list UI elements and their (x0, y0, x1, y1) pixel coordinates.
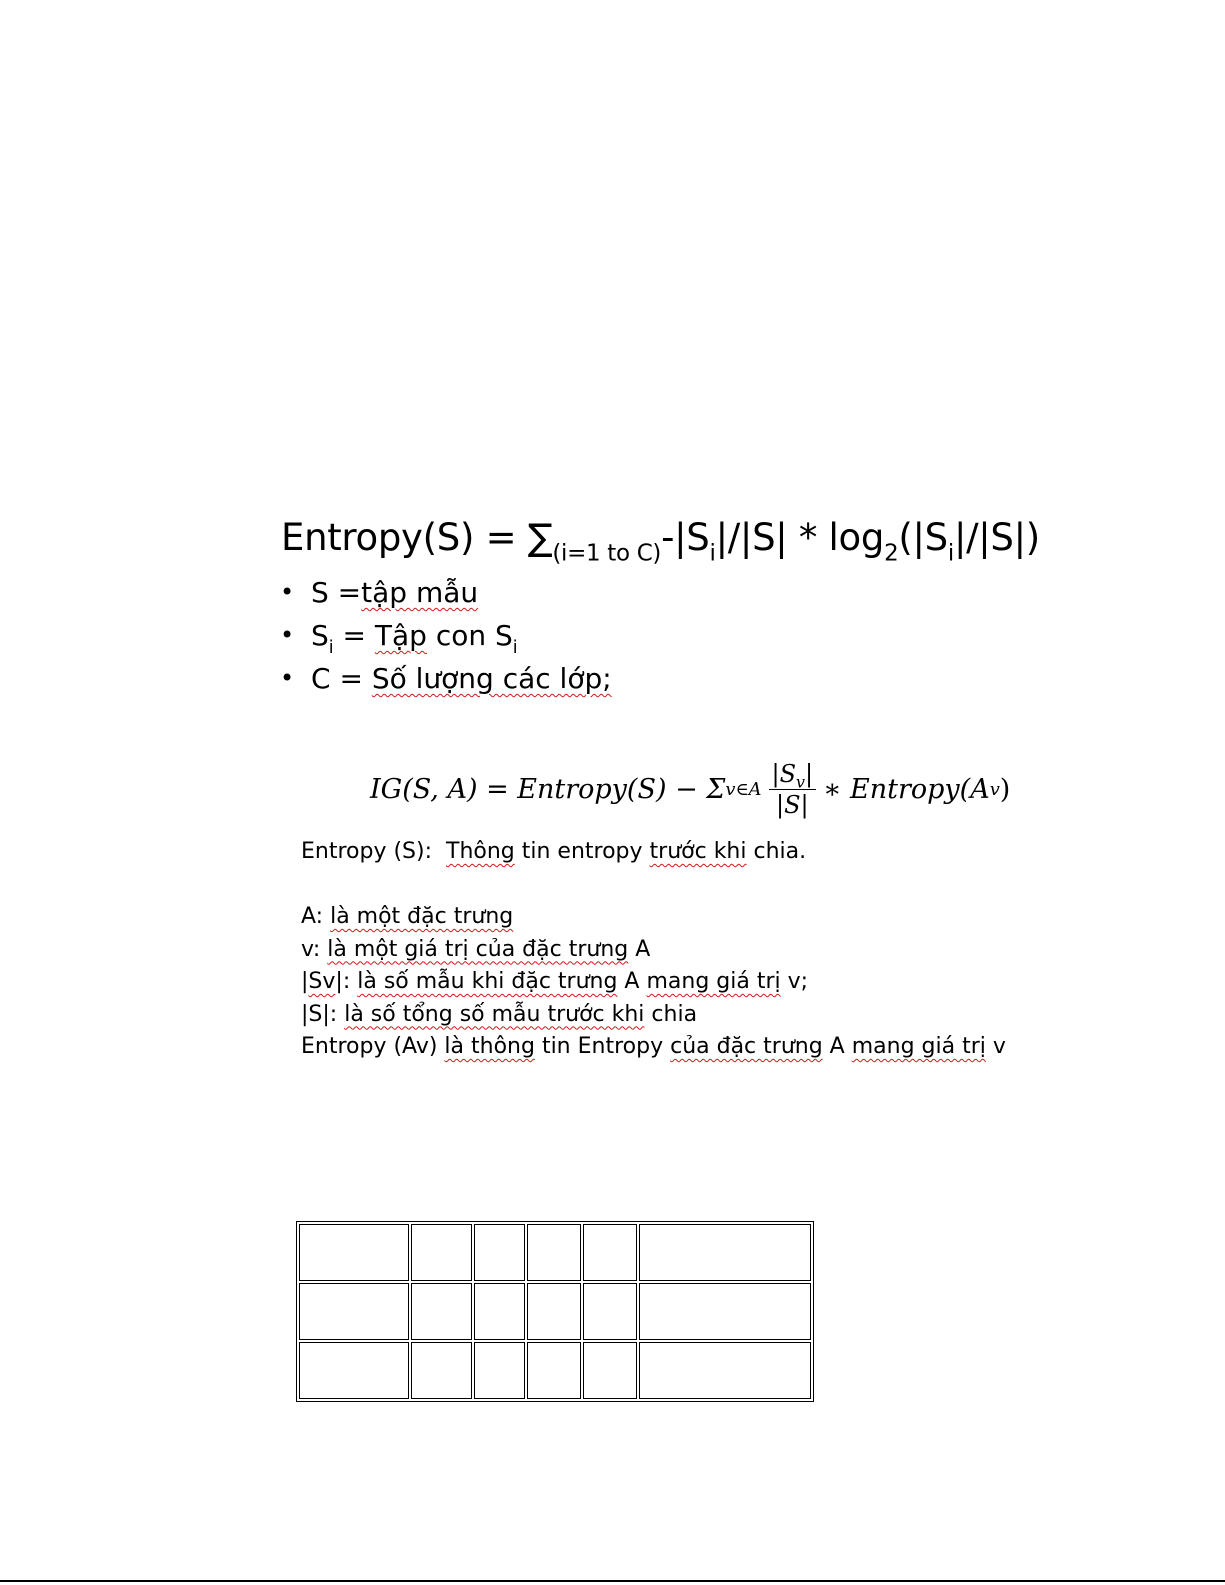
subscript-i: i (709, 540, 716, 567)
definition-text: A (822, 1034, 852, 1059)
fraction-denominator: |S| (775, 791, 809, 819)
definition-text: |: (335, 969, 358, 994)
definition-text: chia. (746, 839, 807, 864)
page-bottom-divider (0, 1580, 1225, 1582)
definition-text: là số tổng số mẫu trước khi (344, 1001, 645, 1027)
entropy-formula (281, 516, 1040, 567)
definition-text: A (617, 969, 647, 994)
table-row (299, 1224, 811, 1281)
definition-text: mang giá trị (646, 969, 781, 994)
definition-text: là một đặc trưng (330, 904, 514, 929)
empty-table (296, 1221, 814, 1402)
table-row (299, 1283, 811, 1340)
table-row (299, 1342, 811, 1399)
bullet-icon: • (280, 664, 295, 692)
definition-text: A: (301, 904, 331, 929)
bullet-equals: = (333, 619, 375, 652)
spacer (301, 869, 1006, 902)
definition-line-v (301, 934, 1006, 967)
ig-rhs: ∗ Entropy(A (823, 774, 990, 805)
table-cell[interactable] (411, 1224, 472, 1281)
table-cell[interactable] (474, 1224, 525, 1281)
definition-text: Entropy (S): (301, 839, 446, 864)
table-cell[interactable] (474, 1283, 525, 1340)
definition-text: mang giá trị (851, 1034, 986, 1059)
definition-text: tin Entropy (534, 1034, 671, 1059)
fraction-numerator (769, 760, 817, 790)
table-cell[interactable] (583, 1342, 637, 1399)
table-cell[interactable] (411, 1342, 472, 1399)
definition-text: v (985, 1034, 1006, 1059)
definition-line-sv (301, 966, 1006, 999)
ig-lhs: IG(S, A) = Entropy(S) − Σ (370, 774, 726, 805)
table-cell[interactable] (527, 1342, 581, 1399)
sum-range-subscript: (i=1 to C) (552, 540, 662, 567)
bullet-icon: • (280, 578, 295, 606)
entropy-lhs: Entropy(S) = ∑ (281, 516, 553, 559)
definition-text: A (628, 936, 651, 962)
bullet-item-sample-set (280, 571, 612, 614)
definition-text: là thông (444, 1034, 535, 1059)
table-cell[interactable] (583, 1224, 637, 1281)
entropy-part-1: -|S (661, 516, 710, 559)
table-cell[interactable] (639, 1342, 811, 1399)
information-gain-formula: IG(S, A) = Entropy(S) − Σ v∈A $\frac{|S_v|}{|S|}$ ∗ Entropy(A v ) (370, 760, 1011, 819)
definition-text: tin entropy (514, 839, 650, 864)
numerator-text: |S (771, 760, 797, 788)
definition-text: là một giá trị của đặc trưng (327, 936, 629, 962)
definition-text: |S|: (301, 1001, 345, 1027)
subscript-i: i (328, 637, 334, 658)
log-base-subscript: 2 (884, 540, 899, 567)
numerator-subscript: v (796, 772, 805, 792)
definition-text: Entropy (Av) (301, 1034, 445, 1059)
definition-line-a (301, 901, 1006, 934)
bullet-lead: C = (311, 662, 372, 695)
table-cell[interactable] (411, 1283, 472, 1340)
rhs-end: ) (999, 774, 1011, 805)
table-cell[interactable] (639, 1283, 811, 1340)
definition-bullet-list (280, 571, 612, 700)
table-cell[interactable] (299, 1283, 409, 1340)
definition-line-entropy-av (301, 1031, 1006, 1064)
table-cell[interactable] (583, 1283, 637, 1340)
definition-line-s (301, 999, 1006, 1032)
bullet-term: tập mẫu (361, 576, 479, 609)
bullet-icon: • (280, 621, 295, 649)
table-cell[interactable] (527, 1283, 581, 1340)
table-cell[interactable] (299, 1224, 409, 1281)
definition-text: của đặc trưng (670, 1034, 823, 1059)
bullet-item-class-count (280, 657, 612, 700)
definition-text: Thông (446, 839, 515, 864)
entropy-part-4: |/|S|) (953, 516, 1040, 559)
definition-text: v; (780, 969, 809, 994)
table-cell[interactable] (639, 1224, 811, 1281)
entropy-part-3: (|S (898, 516, 948, 559)
bullet-term: Số lượng các lớp; (371, 662, 612, 695)
definitions-block (301, 836, 1006, 1064)
definition-text: Sv (308, 969, 336, 994)
subscript-i: i (947, 540, 954, 567)
bullet-tail: con S (426, 619, 513, 652)
numerator-end: | (805, 760, 814, 788)
definition-text: v: (301, 936, 328, 962)
bullet-term: Tập (374, 619, 427, 652)
table-cell[interactable] (299, 1342, 409, 1399)
entropy-part-2: |/|S| * log (715, 516, 885, 559)
fraction (769, 760, 817, 819)
subscript-i: i (512, 637, 518, 658)
definition-line-entropy (301, 836, 1006, 869)
definition-text: chia (644, 1001, 698, 1027)
definition-text: | (301, 969, 309, 994)
definition-text: trước khi (649, 839, 747, 864)
table-cell[interactable] (474, 1342, 525, 1399)
bullet-lead: S (311, 619, 329, 652)
bullet-lead: S = (311, 576, 362, 609)
bullet-item-subset (280, 614, 612, 657)
table-cell[interactable] (527, 1224, 581, 1281)
definition-text: là số mẫu khi đặc trưng (357, 969, 618, 994)
